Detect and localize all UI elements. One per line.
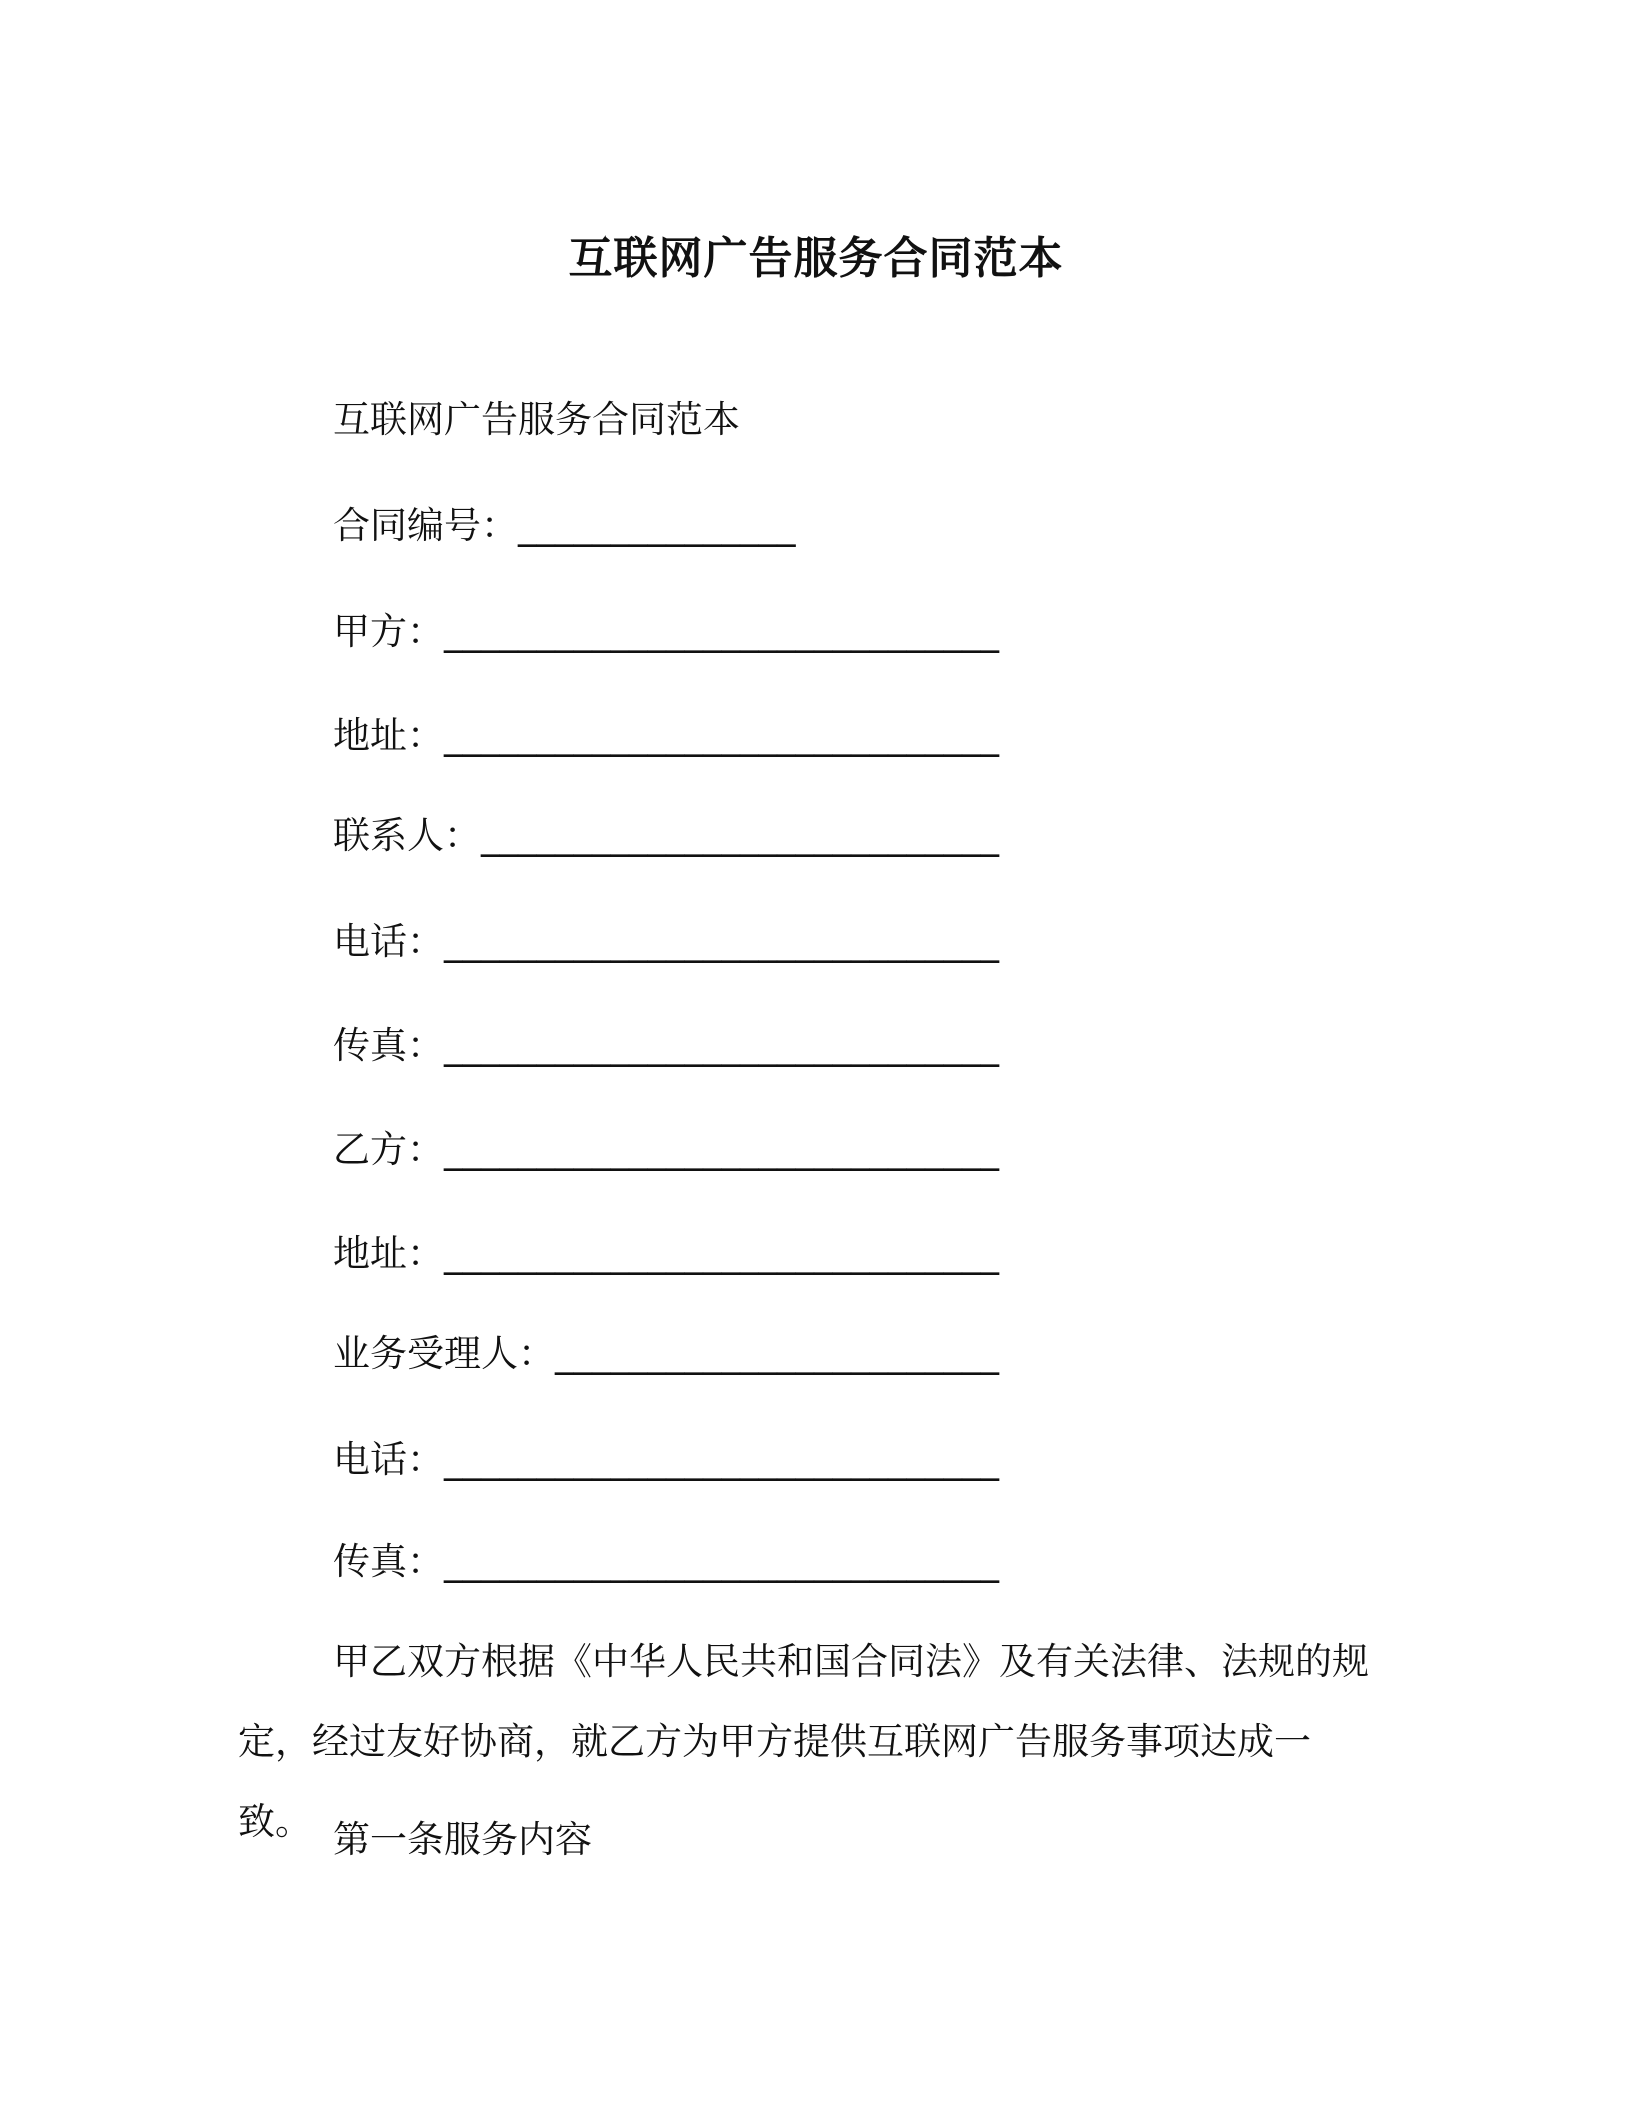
field-label: 合同编号：: [333, 504, 518, 547]
field-label: 乙方：: [333, 1128, 444, 1171]
field-label: 电话：: [333, 1438, 444, 1481]
field-blank: ______________________________: [444, 1232, 999, 1275]
field-blank: ______________________________: [444, 714, 999, 757]
field-blank: ______________________________: [444, 1024, 999, 1067]
field-party-a-fax: [333, 1022, 999, 1070]
field-blank: ______________________________: [444, 1128, 999, 1171]
field-blank: ______________________________: [444, 1438, 999, 1481]
field-party-b: [333, 1126, 999, 1174]
field-party-a: [333, 608, 999, 656]
field-label: 业务受理人：: [333, 1332, 555, 1375]
field-blank: ________________________: [555, 1332, 999, 1375]
field-label: 地址：: [333, 1232, 444, 1275]
field-blank: _______________: [518, 504, 796, 547]
field-party-b-fax: [333, 1538, 999, 1586]
field-contract-number: [333, 502, 796, 550]
intro-paragraph: 甲乙双方根据《中华人民共和国合同法》及有关法律、法规的规定，经过友好协商，就乙方为甲方提供互联网广告服务事项达成一致。: [238, 1640, 1369, 1843]
document-title: 互联网广告服务合同范本: [568, 233, 1064, 284]
field-label: 地址：: [333, 714, 444, 757]
field-party-b-phone: [333, 1436, 999, 1484]
field-party-b-address: [333, 1230, 999, 1278]
field-party-a-contact: [333, 812, 999, 860]
field-label: 电话：: [333, 920, 444, 963]
field-label: 联系人：: [333, 814, 481, 857]
field-blank: ______________________________: [444, 610, 999, 653]
field-party-a-address: [333, 712, 999, 760]
field-party-b-handler: [333, 1330, 999, 1378]
field-blank: ______________________________: [444, 1540, 999, 1583]
document-subtitle: 互联网广告服务合同范本: [333, 398, 740, 441]
field-blank: ______________________________: [444, 920, 999, 963]
field-label: 传真：: [333, 1540, 444, 1583]
field-blank: ____________________________: [481, 814, 999, 857]
section-heading: 第一条服务内容: [333, 1818, 592, 1861]
field-label: 传真：: [333, 1024, 444, 1067]
field-party-a-phone: [333, 918, 999, 966]
field-label: 甲方：: [333, 610, 444, 653]
